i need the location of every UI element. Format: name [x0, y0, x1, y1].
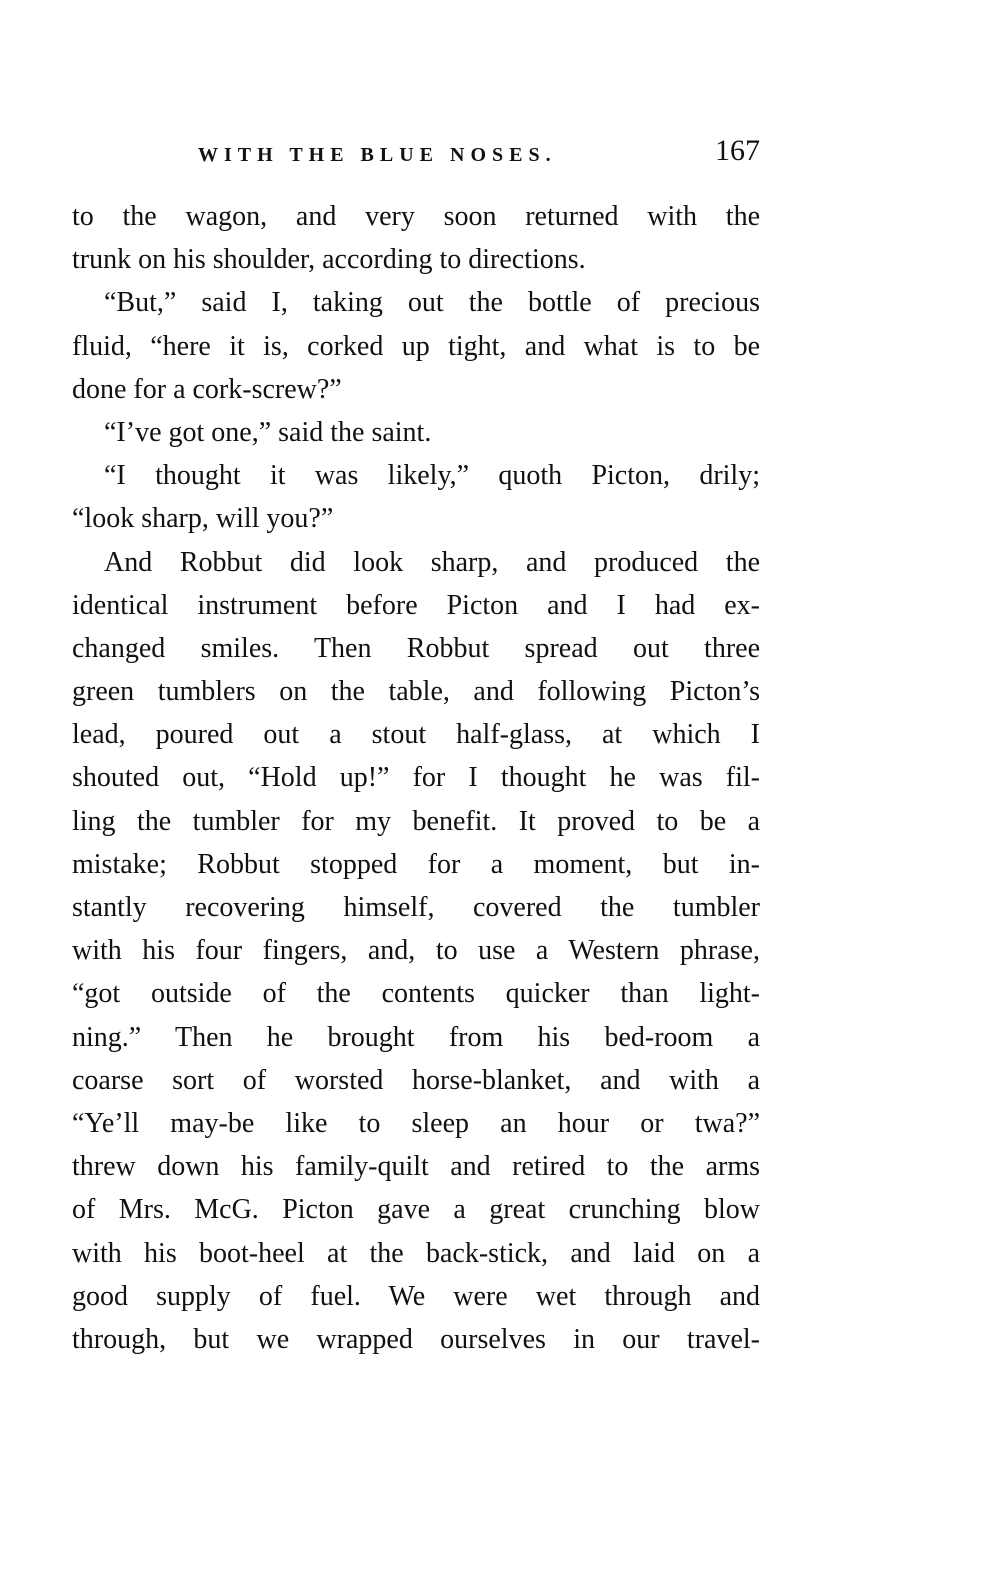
text-line: “But,” said I, taking out the bottle of precious [104, 287, 760, 319]
text-line: threw down his family-quilt and retired to the arms [72, 1151, 760, 1183]
text-line: “Ye’ll may-be like to sleep an hour or twa?” [72, 1107, 760, 1139]
text-line: “got outside of the contents quicker than light- [72, 978, 760, 1010]
text-line: to the wagon, and very soon returned with the [72, 201, 760, 232]
text-line: mistake; Robbut stopped for a moment, but in- [72, 848, 760, 880]
text-line: ning.” Then he brought from his bed-room a [72, 1021, 760, 1053]
text-line: And Robbut did look sharp, and produced the [104, 546, 760, 578]
text-line: with his boot-heel at the back-stick, and laid on a [72, 1237, 760, 1269]
text-line: “look sharp, will you?” [72, 503, 334, 535]
running-title: WITH THE BLUE NOSES. [198, 144, 557, 166]
body-text [72, 195, 760, 1361]
text-line: of Mrs. McG. Picton gave a great crunching blow [72, 1194, 760, 1226]
text-line: lead, poured out a stout half-glass, at which I [72, 719, 760, 751]
text-line: ling the tumbler for my benefit. It proved to be a [72, 805, 760, 837]
text-line: shouted out, “Hold up!” for I thought he was fil- [72, 762, 760, 794]
text-line: stantly recovering himself, covered the tumbler [72, 892, 760, 923]
text-line: “I’ve got one,” said the saint. [104, 416, 432, 448]
text-line: “I thought it was likely,” quoth Picton, drily; [104, 460, 760, 492]
text-line: trunk on his shoulder, according to directions. [72, 244, 586, 276]
text-line: with his four fingers, and, to use a Western phrase, [72, 935, 760, 967]
text-line: changed smiles. Then Robbut spread out three [72, 632, 760, 664]
text-line: through, but we wrapped ourselves in our travel- [72, 1323, 760, 1355]
text-line: good supply of fuel. We were wet through and [72, 1280, 760, 1312]
text-line: coarse sort of worsted horse-blanket, and with a [72, 1064, 760, 1096]
running-header [72, 134, 762, 174]
text-line: green tumblers on the table, and following Picton’s [72, 676, 760, 708]
text-line: identical instrument before Picton and I had ex- [72, 589, 760, 621]
page-number: 167 [715, 134, 760, 167]
text-line: fluid, “here it is, corked up tight, and what is to be [72, 330, 760, 362]
text-line: done for a cork-screw?” [72, 373, 342, 405]
